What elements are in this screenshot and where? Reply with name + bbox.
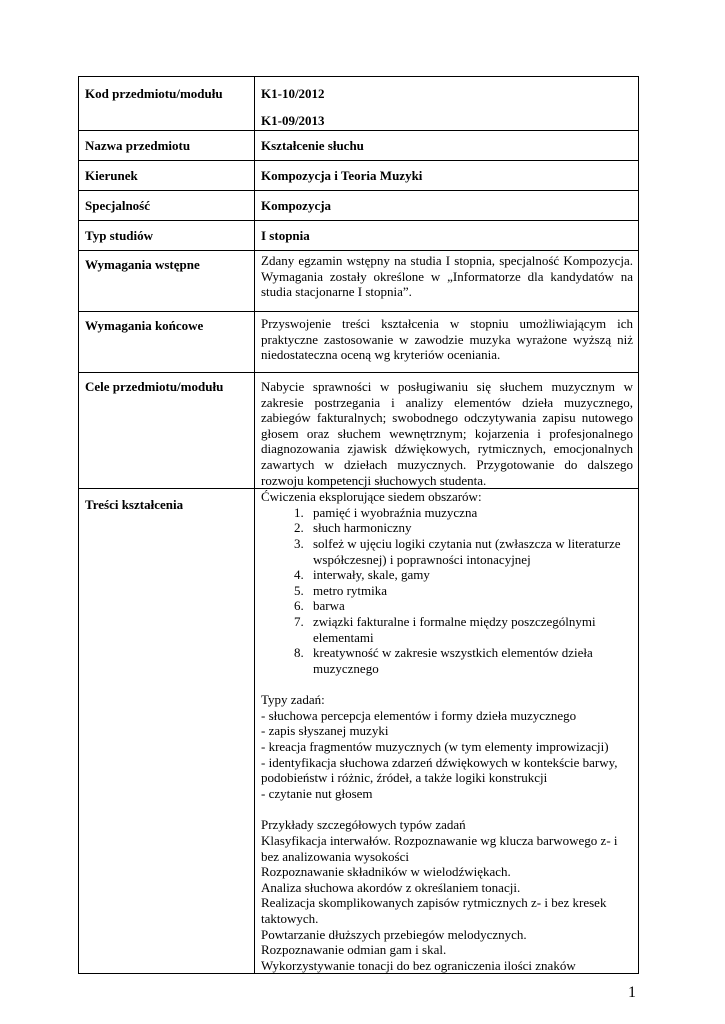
course-code-1: K1-10/2012 [261, 86, 325, 101]
example-item: Rozpoznawanie składników w wielodźwiękach. [261, 864, 511, 880]
row-specialty [79, 191, 639, 221]
area-item: 5. metro rytmika [307, 583, 633, 599]
example-item: Realizacja skomplikowanych zapisów rytmicznych z- i bez kresek taktowych. [261, 895, 607, 926]
content-intro: Ćwiczenia eksplorujące siedem obszarów: [261, 489, 482, 505]
course-name-label: Nazwa przedmiotu [79, 131, 255, 161]
row-direction [79, 161, 639, 191]
course-code-2: K1-09/2013 [261, 112, 325, 128]
course-code-label: Kod przedmiotu/modułu [79, 77, 255, 131]
spacer [261, 676, 633, 692]
areas-list [261, 505, 633, 677]
final-requirements-value: Przyswojenie treści kształcenia w stopniu umożliwiającym ich praktyczne zastosowanie w zawodzie muzyka wyrażone wyższą niż niedostateczna oceną wg kryteriów oceniania. [255, 312, 639, 373]
example-item: Powtarzanie dłuższych przebiegów melodycznych. [261, 926, 527, 942]
content-value [255, 489, 639, 974]
content-label: Treści kształcenia [79, 489, 255, 974]
row-entry-requirements [79, 251, 639, 312]
task-type-item: - słuchowa percepcja elementów i formy dzieła muzycznego [261, 707, 577, 723]
study-type-value: I stopnia [255, 221, 639, 251]
area-item: 2. słuch harmoniczny [307, 520, 633, 536]
area-item: 8. kreatywność w zakresie wszystkich elementów dzieła muzycznego [307, 645, 633, 676]
row-final-requirements [79, 312, 639, 373]
example-item: Klasyfikacja interwałów. Rozpoznawanie wg klucza barwowego z- i bez analizowania wysokości [261, 833, 618, 864]
row-course-name [79, 131, 639, 161]
row-study-type [79, 221, 639, 251]
area-item: 6. barwa [307, 598, 633, 614]
area-item: 7. związki fakturalne i formalne między poszczególnymi elementami [307, 614, 633, 645]
example-item: Wykorzystywanie tonacji do bez ograniczenia ilości znaków [261, 957, 576, 973]
entry-requirements-label: Wymagania wstępne [79, 251, 255, 312]
task-type-item: - zapis słyszanej muzyki [261, 723, 389, 739]
task-type-item: - kreacja fragmentów muzycznych (w tym elementy improwizacji) [261, 739, 609, 755]
area-item: 3. solfeż w ujęciu logiki czytania nut (zwłaszcza w literaturze współczesnej) i poprawności intonacyjnej [307, 536, 633, 567]
task-type-item: - czytanie nut głosem [261, 785, 373, 801]
course-code-value [255, 77, 639, 131]
task-type-item: - identyfikacja słuchowa zdarzeń dźwiękowych w kontekście barwy, podobieństw i różnic, źródeł, a także logiki konstrukcji [261, 754, 618, 786]
specialty-value: Kompozycja [255, 191, 639, 221]
page-number: 1 [628, 984, 636, 1001]
example-item: Rozpoznawanie odmian gam i skal. [261, 942, 447, 958]
area-item: 4. interwały, skale, gamy [307, 567, 633, 583]
row-content [79, 489, 639, 974]
row-goals [79, 373, 639, 489]
row-course-code [79, 77, 639, 131]
direction-label: Kierunek [79, 161, 255, 191]
final-requirements-label: Wymagania końcowe [79, 312, 255, 373]
direction-value: Kompozycja i Teoria Muzyki [255, 161, 639, 191]
spacer [261, 801, 633, 817]
goals-value: Nabycie sprawności w posługiwaniu się słuchem muzycznym w zakresie postrzegania i analizy elementów dzieła muzycznego, zabiegów fakturalnych; swobodnego odczytywania zapisu nutowego głosem oraz słuchem wewnętrznym; kojarzenia i profesjonalnego diagnozowania zjawisk dźwiękowych, rytmicznych, emocjonalnych zawartych w dziełach muzycznych. Przygotowanie do dalszego rozwoju kompetencji słuchowych studenta. [255, 373, 639, 489]
entry-requirements-value: Zdany egzamin wstępny na studia I stopnia, specjalność Kompozycja. Wymagania zostały określone w „Informatorze dla kandydatów na studia stacjonarne I stopnia”. [255, 251, 639, 312]
study-type-label: Typ studiów [79, 221, 255, 251]
example-item: Analiza słuchowa akordów z określaniem tonacji. [261, 879, 521, 895]
course-card-table [78, 76, 639, 974]
specialty-label: Specjalność [79, 191, 255, 221]
task-types-title: Typy zadań: [261, 692, 325, 708]
area-item: 1. pamięć i wyobraźnia muzyczna [307, 505, 633, 521]
examples-title: Przykłady szczegółowych typów zadań [261, 817, 466, 833]
course-name-value: Kształcenie słuchu [255, 131, 639, 161]
goals-label: Cele przedmiotu/modułu [79, 373, 255, 489]
